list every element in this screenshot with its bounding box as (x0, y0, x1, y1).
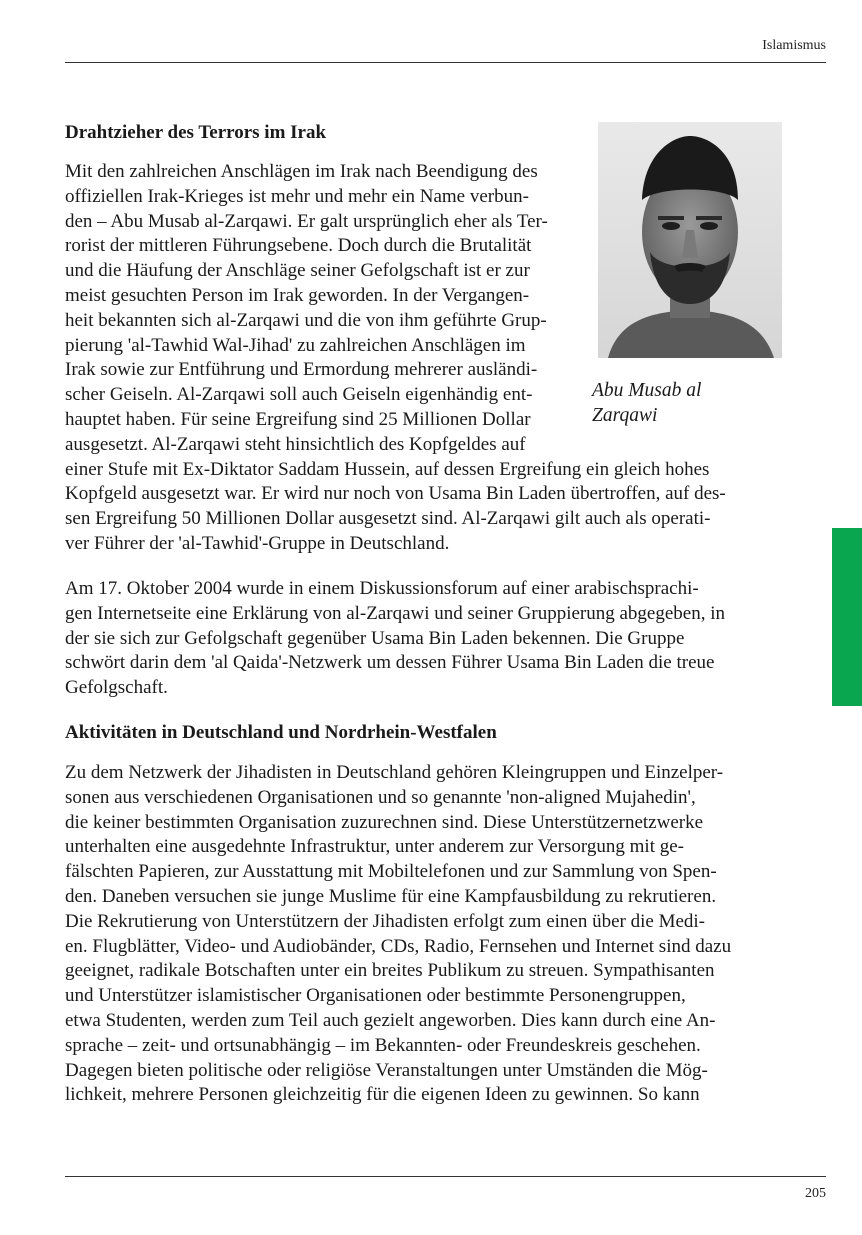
body-paragraph (65, 761, 731, 1108)
text-line: etwa Studenten, werden zum Teil auch gezielt angeworben. Dies kann durch eine An- (65, 1009, 716, 1031)
text-line: und die Häufung der Anschläge seiner Gefolgschaft ist er zur (65, 260, 530, 282)
text-line: Dagegen bieten politische oder religiöse Veranstaltungen unter Umständen die Mög- (65, 1059, 708, 1081)
body-paragraph (65, 160, 726, 557)
text-line: geeignet, radikale Botschaften unter ein breites Publikum zu streuen. Sympathisanten (65, 960, 715, 982)
text-line: ausgesetzt. Al-Zarqawi steht hinsichtlich des Kopfgeldes auf (65, 433, 526, 455)
text-line: unterhalten eine ausgedehnte Infrastruktur, unter anderem zur Versorgung mit ge- (65, 836, 684, 858)
footer-rule (65, 1176, 826, 1177)
text-line: heit bekannten sich al-Zarqawi und die von ihm geführte Grup- (65, 309, 547, 331)
header-section-label: Islamismus (762, 38, 826, 53)
text-line: den – Abu Musab al-Zarqawi. Er galt ursprünglich eher als Ter- (65, 210, 548, 232)
body-paragraph (65, 577, 725, 701)
text-line: den. Daneben versuchen sie junge Muslime für eine Kampfausbildung zu rekrutieren. (65, 885, 717, 907)
section-color-tab (832, 528, 862, 706)
text-line: der sie sich zur Gefolgschaft gegenüber Usama Bin Laden bekennen. Die Gruppe (65, 627, 685, 649)
text-line: lichkeit, mehrere Personen gleichzeitig für die eigenen Ideen zu gewinnen. So kann (65, 1084, 700, 1106)
text-line: und Unterstützer islamistischer Organisationen oder bestimmte Personengruppen, (65, 985, 686, 1007)
header-rule (65, 62, 826, 63)
text-line: einer Stufe mit Ex-Diktator Saddam Hussein, auf dessen Ergreifung ein gleich hohes (65, 458, 710, 480)
text-line: schwört darin dem 'al Qaida'-Netzwerk um dessen Führer Usama Bin Laden die treue (65, 652, 715, 674)
text-line: sen Ergreifung 50 Millionen Dollar ausgesetzt sind. Al-Zarqawi gilt auch als operati- (65, 508, 711, 530)
page-number: 205 (805, 1186, 826, 1201)
text-line: Zu dem Netzwerk der Jihadisten in Deutschland gehören Kleingruppen und Einzelper- (65, 762, 724, 783)
text-line: scher Geiseln. Al-Zarqawi soll auch Geiseln eigenhändig ent- (65, 384, 533, 406)
text-line: sonen aus verschiedenen Organisationen und so genannte 'non-aligned Mujahedin', (65, 786, 696, 808)
text-line: gen Internetseite eine Erklärung von al-Zarqawi und seiner Gruppierung abgegeben, in (65, 602, 725, 624)
text-line: en. Flugblätter, Video- und Audiobänder, CDs, Radio, Fernsehen und Internet sind dazu (65, 935, 732, 957)
section-heading: Drahtzieher des Terrors im Irak (65, 122, 327, 143)
text-line: Irak sowie zur Entführung und Ermordung mehrerer ausländi- (65, 359, 538, 381)
text-line: sprache – zeit- und ortsunabhängig – im Bekannten- oder Freundeskreis geschehen. (65, 1034, 701, 1056)
section-heading: Aktivitäten in Deutschland und Nordrhein-Westfalen (65, 722, 497, 743)
text-line: meist gesuchten Person im Irak geworden. In der Vergangen- (65, 284, 530, 306)
caption-line: Zarqawi (592, 405, 658, 426)
text-line: ver Führer der 'al-Tawhid'-Gruppe in Deutschland. (65, 532, 450, 554)
text-line: fälschten Papieren, zur Ausstattung mit Mobiltelefonen und zur Sammlung von Spen- (65, 861, 717, 883)
text-line: Mit den zahlreichen Anschlägen im Irak nach Beendigung des (65, 161, 538, 182)
text-line: pierung 'al-Tawhid Wal-Jihad' zu zahlreichen Anschlägen im (65, 334, 526, 356)
text-line: die keiner bestimmten Organisation zuzurechnen sind. Diese Unterstützernetzwerke (65, 811, 704, 833)
text-line: hauptet haben. Für seine Ergreifung sind 25 Millionen Dollar (65, 408, 531, 430)
caption-line: Abu Musab al (592, 380, 702, 401)
text-line: rorist der mittleren Führungsebene. Doch durch die Brutalität (65, 235, 532, 257)
text-line: Gefolgschaft. (65, 677, 168, 699)
text-line: Kopfgeld ausgesetzt war. Er wird nur noch von Usama Bin Laden übertroffen, auf des- (65, 483, 726, 505)
text-line: offiziellen Irak-Krieges ist mehr und mehr ein Name verbun- (65, 185, 529, 207)
text-line: Am 17. Oktober 2004 wurde in einem Diskussionsforum auf einer arabischsprachi- (65, 578, 699, 599)
text-line: Die Rekrutierung von Unterstützern der Jihadisten erfolgt zum einen über die Medi- (65, 910, 705, 932)
